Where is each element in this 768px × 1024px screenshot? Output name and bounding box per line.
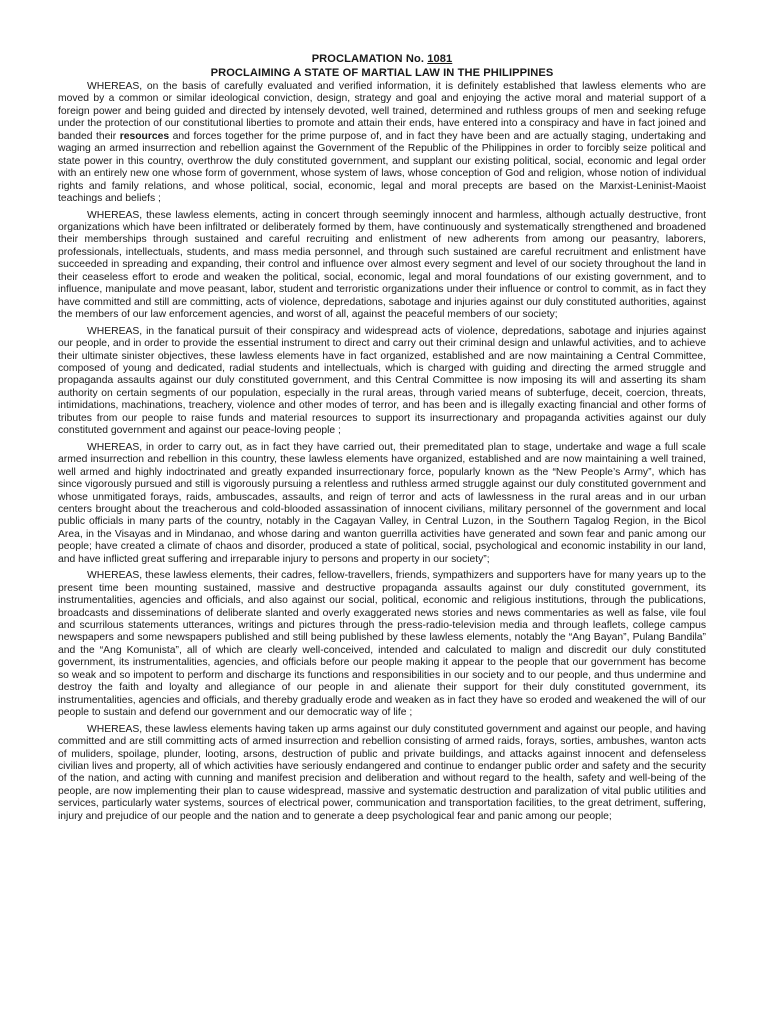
- whereas-paragraph-3: WHEREAS, in the fanatical pursuit of their conspiracy and widespread acts of violence, depredations, sabotage and injuries against our people, and in order to provide the essential instrument to direct and carry out their criminal design and unlawful activities, and to achieve their ultimate sinister objectives, these lawless elements have in fact organized, established and are now maintaining a Central Committee, composed of young and dedicated, radial students and intellectuals, which is charged with guiding and directing the armed struggle and propaganda assaults against our duly constituted government, and this Central Committee is now imposing its will and asserting its sham authority on certain segments of our population, especially in the rural areas, through varied means of subterfuge, deceit, coercion, threats, intimidations, machinations, treachery, violence and other modes of terror, and has been and is illegally exacting financial and other forms of tributes from our people to raise funds and material resources to support its insurrectionary and propaganda activities against our duly constituted government and against our peace-loving people ;: [58, 325, 706, 437]
- proclamation-title: [58, 52, 706, 66]
- proclamation-title-prefix: PROCLAMATION No.: [311, 53, 428, 65]
- whereas-paragraph-2: WHEREAS, these lawless elements, acting in concert through seemingly innocent and harmless, although actually destructive, front organizations which have been infiltrated or deliberately formed by them, have continuously and systematically strengthened and broadened their memberships through sustained and careful recruiting and enlistment of new adherents from among our peasantry, laborers, professionals, intellectuals, students, and mass media personnel, and through such sustained are careful recruitment and enlistment have succeeded in spreading and expanding, their control and influence over almost every segment and level of our society throughout the land in their ceaseless effort to erode and weaken the political, social, economic, legal and moral foundations of our existing government, and to influence, manipulate and move peasant, labor, student and terroristic organizations under their influence or control to commit, as in fact they have committed and still are committing, acts of violence, depredations, sabotage and injuries against our duly constituted authorities, against the members of our law enforcement agencies, and worst of all, against the peaceful members of our society;: [58, 209, 706, 321]
- whereas-paragraph-6: WHEREAS, these lawless elements having taken up arms against our duly constituted government and against our people, and having committed and are still committing acts of armed insurrection and rebellion consisting of armed raids, forays, sorties, ambushes, wanton acts of muliders, spoilage, plunder, looting, arsons, destruction of public and private buildings, and attacks against innocent and defenseless civilian lives and property, all of which activities have seriously endangered and continue to endanger public order and safety and the security of the nation, and acting with cunning and manifest precision and deliberation and without regard to the health, safety and well-being of the people, are now implementing their plan to cause widespread, massive and systematic destruction and paralization of vital public utilities and services, particularly water systems, sources of electrical power, communication and transportation facilities, to the great detriment, suffering, injury and prejudice of our people and the nation and to generate a deep psychological fear and panic among our people;: [58, 723, 706, 822]
- whereas-paragraph-4: WHEREAS, in order to carry out, as in fact they have carried out, their premeditated plan to stage, undertake and wage a full scale armed insurrection and rebellion in this country, these lawless elements have organized, established and are now maintaining a well trained, well armed and highly indoctrinated and greatly expanded insurrectionary force, popularly known as the “New People’s Army”, which has since vigorously pursued and still is vigorously pursuing a relentless and ruthless armed struggle against our duly constituted government and whose unmitigated forays, raids, ambuscades, assaults, and reign of terror and acts of lawlessness in the rural areas and in our urban centers brought about the treacherous and cold-blooded assassination of innocent civilians, military personnel of the government and local public officials in many parts of the country, notably in the Cagayan Valley, in Central Luzon, in the Southern Tagalog Region, in the Bicol Area, in the Visayas and in Mindanao, and whose daring and wanton guerrilla activities have generated and sown fear and panic among our people; have created a climate of chaos and disorder, produced a state of political, social, psychological and economic instability in our land, and have inflicted great suffering and irreparable injury to persons and property in our society”;: [58, 441, 706, 565]
- proclamation-subtitle: PROCLAIMING A STATE OF MARTIAL LAW IN THE PHILIPPINES: [210, 67, 554, 79]
- paragraph-1-text-start: WHEREAS, on the basis of carefully evaluated and verified information, it is definitely established that lawless elements who are moved by a common or similar ideological conviction, design, strategy and goal and enjoying the active moral and material support of a foreign power and being guided and directed by intensely devoted, well trained, determined and ruthless groups of men and seeking refuge under the protection of our constitutional liberties to promote and attain their ends, have entered into a conspiracy and have in fact joined and banded their: [58, 81, 706, 142]
- whereas-paragraph-1: [58, 81, 706, 206]
- proclamation-number: 1081: [427, 53, 453, 65]
- whereas-paragraph-5: WHEREAS, these lawless elements, their cadres, fellow-travellers, friends, sympathizers and supporters have for many years up to the present time been mounting sustained, massive and destructive propaganda assaults against our duly constituted government, its instrumentalities, agencies and officials, and also against our social, political, economic and religious institutions, through the publications, broadcasts and disseminations of deliberate slanted and overly exaggerated news stories and news commentaries as well as false, vile foul and scurrilous statements utterances, writings and pictures through the press-radio-television media and through leaflets, college campus newspapers and some newspapers published and still being published by these lawless elements, notably the “Ang Bayan”, Pulang Bandila” and the “Ang Komunista”, all of which are clearly well-conceived, intended and calculated to malign and discredit our duly constituted government, its instrumentalities, agencies, and officials before our people making it appear to the people that our government has become so weak and so impotent to perform and discharge its functions and responsibilities in our society and to our people, and thus undermine and destroy the faith and loyalty and allegiance of our people in and alienate their support for their duly constituted government, its instrumentalities, agencies and officials, and thereby gradually erode and weaken as in fact they have so eroded and weakened the will of our people to sustain and defend our government and our democratic way of life ;: [58, 570, 706, 719]
- paragraph-1-text-end: and forces together for the prime purpose of, and in fact they have been and are actually staging, undertaking and waging an armed insurrection and rebellion against the Government of the Republic of the Philippines in order to forcibly seize political and state power in this country, overthrow the duly constituted government, and supplant our existing political, social, economic and legal order with an entirely new one whose form of government, whose system of laws, whose conception of God and religion, whose notion of individual rights and family relations, and whose political, social, economic, legal and moral precepts are based on the Marxist-Leninist-Maoist teachings and beliefs ;: [58, 130, 706, 205]
- paragraph-1-bold-word: resources: [119, 130, 170, 142]
